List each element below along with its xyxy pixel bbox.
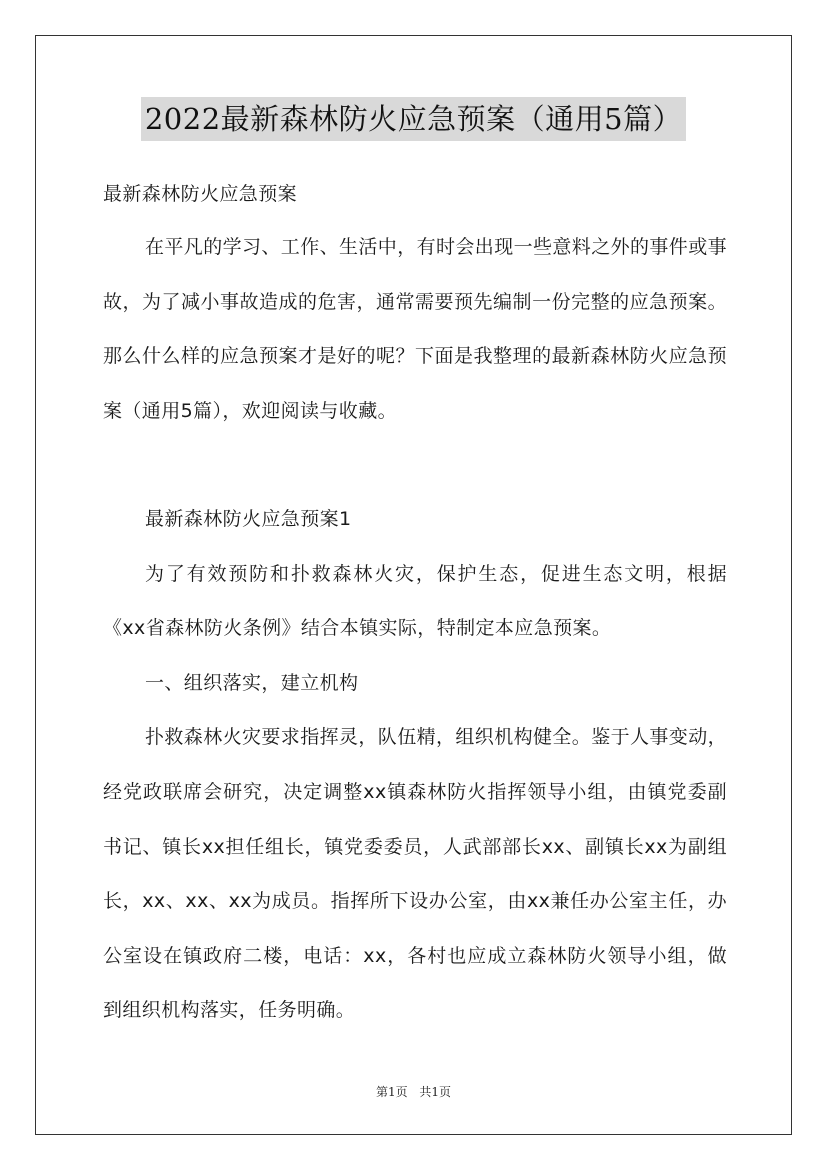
section-1-paragraph-1: 为了有效预防和扑救森林火灾，保护生态，促进生态文明，根据《xx省森林防火条例》结合本镇实际，特制定本应急预案。 — [103, 562, 727, 640]
section-1-subheading-1: 一、组织落实，建立机构 — [145, 671, 359, 694]
page-footer — [0, 1083, 827, 1100]
intro-paragraph: 在平凡的学习、工作、生活中，有时会出现一些意料之外的事件或事故，为了减小事故造成的危害，通常需要预先编制一份完整的应急预案。那么什么样的应急预案才是好的呢？下面是我整理的最新森林防火应急预案（通用5篇），欢迎阅读与收藏。 — [103, 236, 728, 422]
section-1-heading: 最新森林防火应急预案1 — [145, 508, 352, 530]
page-number-total: 共1页 — [419, 1085, 452, 1099]
document-subtitle: 最新森林防火应急预案 — [103, 183, 298, 205]
intro-section — [103, 220, 727, 438]
title-container — [0, 97, 827, 141]
section-1 — [103, 492, 727, 1038]
section-1-paragraph-2: 扑救森林火灾要求指挥灵，队伍精，组织机构健全。鉴于人事变动，经党政联席会研究，决定调整xx镇森林防火指挥领导小组，由镇党委副书记、镇长xx担任组长，镇党委委员，人武部部长xx、副镇长xx为副组长，xx、xx、xx为成员。指挥所下设办公室，由xx兼任办公室主任，办公室设在镇政府二楼，电话：xx，各村也应成立森林防火领导小组，做到组织机构落实，任务明确。 — [103, 726, 728, 1022]
document-title: 2022最新森林防火应急预案（通用5篇） — [141, 97, 686, 141]
page-number-current: 第1页 — [375, 1085, 408, 1099]
